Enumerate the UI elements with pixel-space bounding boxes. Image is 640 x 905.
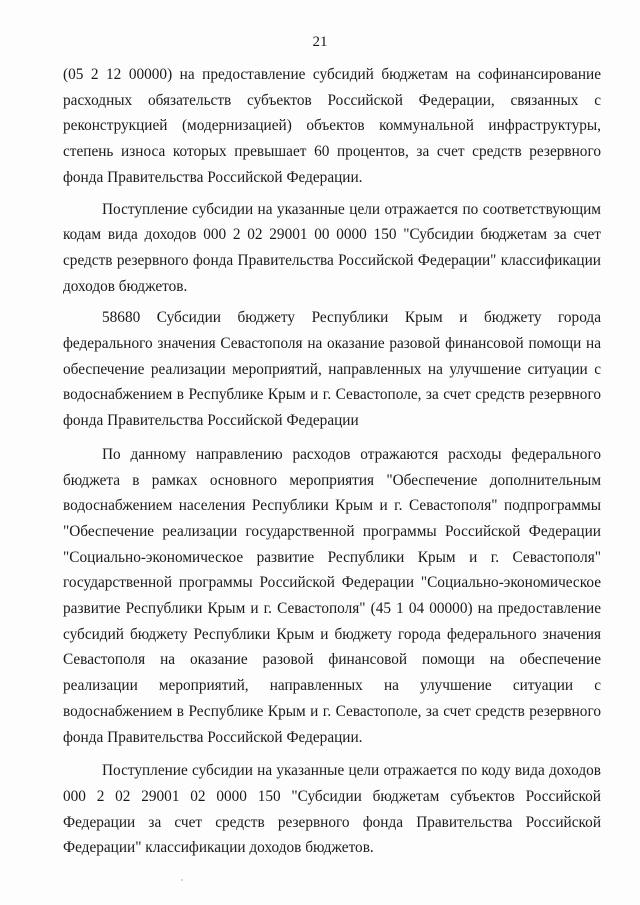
paragraph-revenue-code-1: Поступление субсидии на указанные цели отражается по соответствующим кодам вида доходов 000 2 02 29001 00 0000 150 "Субсидии бюджетам за счет средств резервного фонда Правительства Российской Федерации" классификации доходов бюджетов. [63, 200, 601, 295]
page-number: 21 [312, 34, 328, 50]
paragraph-heading-58680: 58680 Субсидии бюджету Республики Крым и бюджету города федерального значения Севастополя на оказание разовой финансовой помощи на обеспечение реализации мероприятий, направленных на улучшение ситуации с водоснабжением в Республике Крым и г. Севастополе, за счет средств резервного фонда Правительства Российской Федерации [63, 309, 601, 430]
document-body [63, 62, 601, 861]
paragraph-revenue-code-2: Поступление субсидии на указанные цели отражается по коду вида доходов 000 2 02 29001 02 0000 150 "Субсидии бюджетам субъектов Российской Федерации за счет средств резервного фонда Правительства Российской Федерации" классификации доходов бюджетов. [63, 762, 601, 857]
paragraph-expense-description: По данному направлению расходов отражаются расходы федерального бюджета в рамках основного мероприятия "Обеспечение дополнительным водоснабжением населения Республики Крым и г. Севастополя" подпрограммы "Обеспечение реализации государственной программы Российской Федерации "Социально-экономическое развитие Республики Крым и г. Севастополя" государственной программы Российской Федерации "Социально-экономическое развитие Республики Крым и г. Севастополя" (45 1 04 00000) на предоставление субсидий бюджету Республики Крым и бюджету города федерального значения Севастополя на оказание разовой финансовой помощи на обеспечение реализации мероприятий, направленных на улучшение ситуации с водоснабжением в Республике Крым и г. Севастополе, за счет средств резервного фонда Правительства Российской Федерации. [63, 445, 601, 746]
paragraph-continuation: (05 2 12 00000) на предоставление субсидий бюджетам на софинансирование расходных обязательств субъектов Российской Федерации, связанных с реконструкцией (модернизацией) объектов коммунальной инфраструктуры, степень износа которых превышает 60 процентов, за счет средств резервного фонда Правительства Российской Федерации. [63, 66, 601, 186]
scan-speck [181, 879, 183, 881]
